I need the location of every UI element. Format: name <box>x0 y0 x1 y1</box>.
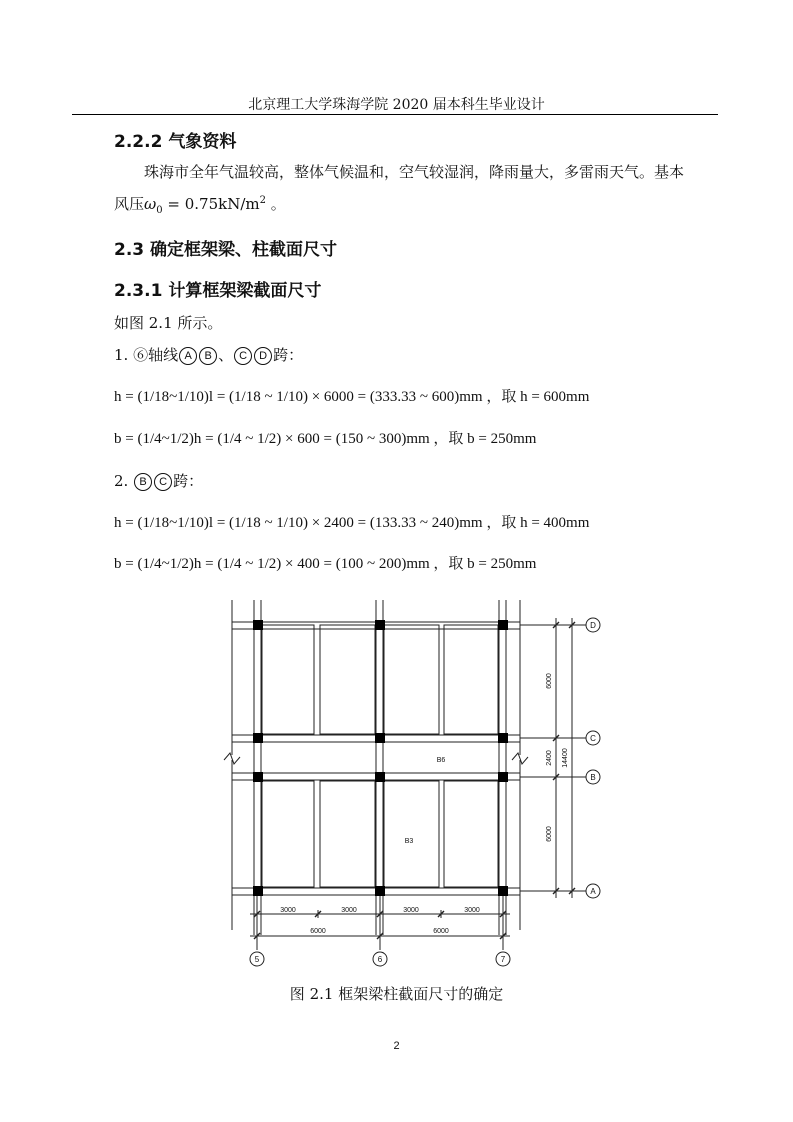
heading-2-2-2: 2.2.2 气象资料 <box>114 132 237 152</box>
axis-d-label: D <box>590 621 596 630</box>
axis-a-label: A <box>590 887 596 896</box>
dim-2400: 2400 <box>546 750 553 766</box>
omega-subscript: 0 <box>156 205 163 216</box>
axis-5-label: 5 <box>254 955 260 964</box>
axis-c-circle: C <box>154 473 172 491</box>
dim-6000-right: 6000 <box>433 928 449 935</box>
sentence-end: 。 <box>266 195 286 213</box>
axis-a-circle: A <box>179 347 197 365</box>
axis-b-label: B <box>590 773 596 782</box>
axis-6-symbol: ⑥ <box>133 346 149 364</box>
separator: 、 <box>218 346 234 364</box>
span-label: 跨： <box>273 346 304 364</box>
dim-3000-d: 3000 <box>464 907 480 914</box>
axis-b-circle: B <box>134 473 152 491</box>
equation-b-600: b = (1/4~1/2)h = (1/4 ~ 1/2) × 600 = (150 ~ 300)mm ，取 b = 250mm <box>114 431 537 447</box>
equation-h-2400: h = (1/18~1/10)l = (1/18 ~ 1/10) × 2400 = (133.33 ~ 240)mm ，取 h = 400mm <box>114 515 590 531</box>
climate-paragraph-line1: 珠海市全年气温较高，整体气候温和，空气较湿润，降雨量大，多雷雨天气。基本 <box>144 163 685 181</box>
axis-d-circle: D <box>254 347 272 365</box>
dim-6000-left: 6000 <box>310 928 326 935</box>
dim-6000-bottom: 6000 <box>546 826 553 842</box>
dim-3000-a: 3000 <box>280 907 296 914</box>
dim-14400: 14400 <box>562 748 569 768</box>
wind-pressure-value: = 0.75kN/m <box>162 195 260 213</box>
span-label: 跨： <box>173 472 204 490</box>
axis-c-label: C <box>590 734 596 743</box>
page-number: 2 <box>393 1040 400 1052</box>
slab-label-b3: B3 <box>404 838 414 845</box>
figure-caption: 图 2.1 框架梁柱截面尺寸的确定 <box>289 985 504 1003</box>
unit-superscript: 2 <box>259 195 266 206</box>
axis-label: 轴线 <box>148 346 179 364</box>
item-2-number: 2. <box>114 472 129 490</box>
wind-pressure-label: 风压 <box>114 195 145 213</box>
heading-2-3: 2.3 确定框架梁、柱截面尺寸 <box>114 240 338 260</box>
heading-2-3-1: 2.3.1 计算框架梁截面尺寸 <box>114 281 322 301</box>
slab-label-b6: B6 <box>436 757 446 764</box>
axis-7-label: 7 <box>500 955 506 964</box>
page-header: 北京理工大学珠海学院 2020 届本科生毕业设计 <box>248 97 545 113</box>
axis-b-circle: B <box>199 347 217 365</box>
equation-b-400: b = (1/4~1/2)h = (1/4 ~ 1/2) × 400 = (100 ~ 200)mm ，取 b = 250mm <box>114 556 537 572</box>
columns <box>253 620 508 896</box>
dim-6000-top: 6000 <box>546 673 553 689</box>
item-1-number: 1. <box>114 346 129 364</box>
omega-symbol: ω <box>144 195 157 213</box>
equation-h-6000: h = (1/18~1/10)l = (1/18 ~ 1/10) × 6000 = (333.33 ~ 600)mm ，取 h = 600mm <box>114 389 590 405</box>
axis-6-label: 6 <box>377 955 383 964</box>
grid-lines <box>224 600 588 950</box>
dim-3000-b: 3000 <box>341 907 357 914</box>
axis-c-circle: C <box>234 347 252 365</box>
dim-3000-c: 3000 <box>403 907 419 914</box>
figure-reference-text: 如图 2.1 所示。 <box>114 314 223 332</box>
